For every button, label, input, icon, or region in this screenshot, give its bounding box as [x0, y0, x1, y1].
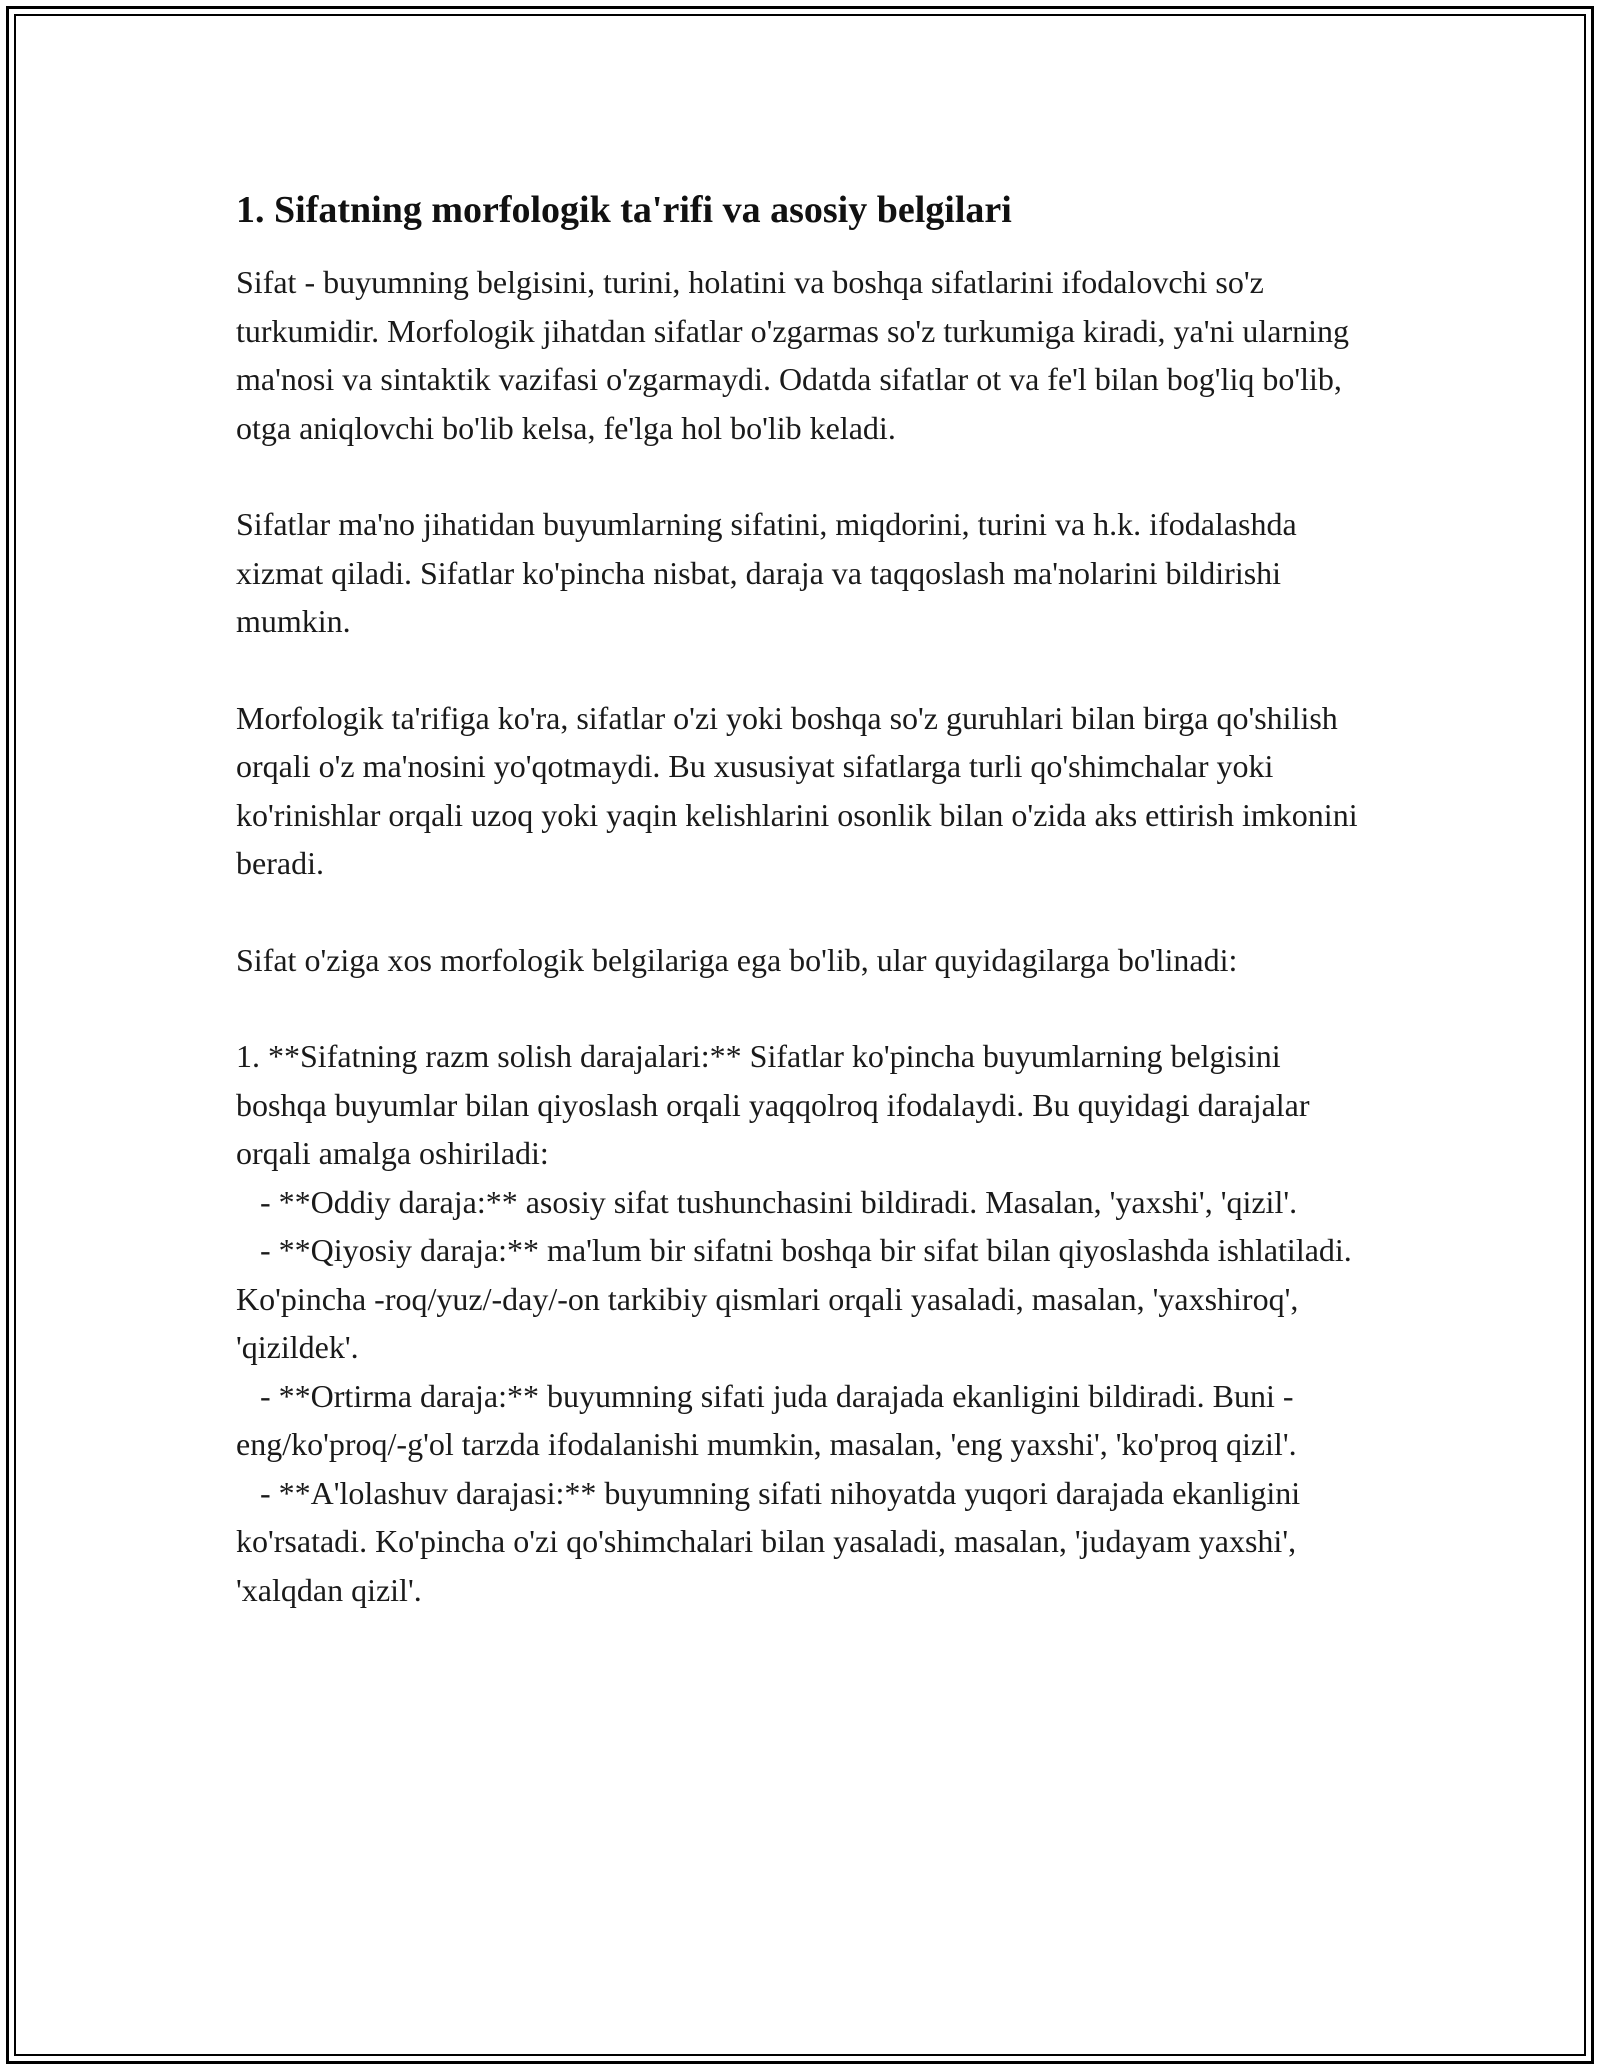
- document-body: [236, 186, 1366, 1614]
- degrees-list: [236, 1032, 1366, 1614]
- paragraph-features-intro: Sifat o'ziga xos morfologik belgilariga ega bo'lib, ular quyidagilarga bo'linadi:: [236, 941, 1238, 978]
- list-item-intro: 1. **Sifatning razm solish darajalari:** Sifatlar ko'pincha buyumlarning belgisini boshqa buyumlar bilan qiyoslash orqali yaqqolroq ifodalaydi. Bu quyidagi darajalar orqali amalga oshiriladi:: [236, 1038, 1310, 1171]
- paragraph-meaning: Sifatlar ma'no jihatidan buyumlarning sifatini, miqdorini, turini va h.k. ifodalashda xizmat qiladi. Sifatlar ko'pincha nisbat, daraja va taqqoslash ma'nolarini bildirishi mumkin.: [236, 506, 1297, 639]
- list-item-oddiy-daraja: - **Oddiy daraja:** asosiy sifat tushunchasini bildiradi. Masalan, 'yaxshi', 'qizil'.: [236, 1183, 1298, 1220]
- paragraph-morphology: Morfologik ta'rifiga ko'ra, sifatlar o'zi yoki boshqa so'z guruhlari bilan birga qo'shilish orqali o'z ma'nosini yo'qotmaydi. Bu xususiyat sifatlarga turli qo'shimchalar yoki ko'rinishlar orqali uzoq yoki yaqin kelishlarini osonlik bilan o'zida aks ettirish imkonini beradi.: [236, 699, 1358, 881]
- paragraph-definition: Sifat - buyumning belgisini, turini, holatini va boshqa sifatlarini ifodalovchi so'z turkumidir. Morfologik jihatdan sifatlar o'zgarmas so'z turkumiga kiradi, ya'ni ularning ma'nosi va sintaktik vazifasi o'zgarmaydi. Odatda sifatlar ot va fe'l bilan bog'liq bo'lib, otga aniqlovchi bo'lib kelsa, fe'lga hol bo'lib keladi.: [236, 264, 1350, 446]
- list-item-qiyosiy-daraja: - **Qiyosiy daraja:** ma'lum bir sifatni boshqa bir sifat bilan qiyoslashda ishlatiladi. Ko'pincha -roq/yuz/-day/-on tarkibiy qismlari orqali yasaladi, masalan, 'yaxshiroq', 'qizildek'.: [236, 1232, 1360, 1365]
- section-heading: 1. Sifatning morfologik ta'rifi va asosiy belgilari: [236, 189, 1012, 231]
- list-item-alolashuv-darajasi: - **A'lolashuv darajasi:** buyumning sifati nihoyatda yuqori darajada ekanligini ko'rsatadi. Ko'pincha o'zi qo'shimchalari bilan yasaladi, masalan, 'judayam yaxshi', 'xalqdan qizil'.: [236, 1474, 1309, 1608]
- list-item-ortirma-daraja: - **Ortirma daraja:** buyumning sifati juda darajada ekanligini bildiradi. Buni -eng/ko'proq/-g'ol tarzda ifodalanishi mumkin, masalan, 'eng yaxshi', 'ko'proq qizil'.: [236, 1377, 1297, 1462]
